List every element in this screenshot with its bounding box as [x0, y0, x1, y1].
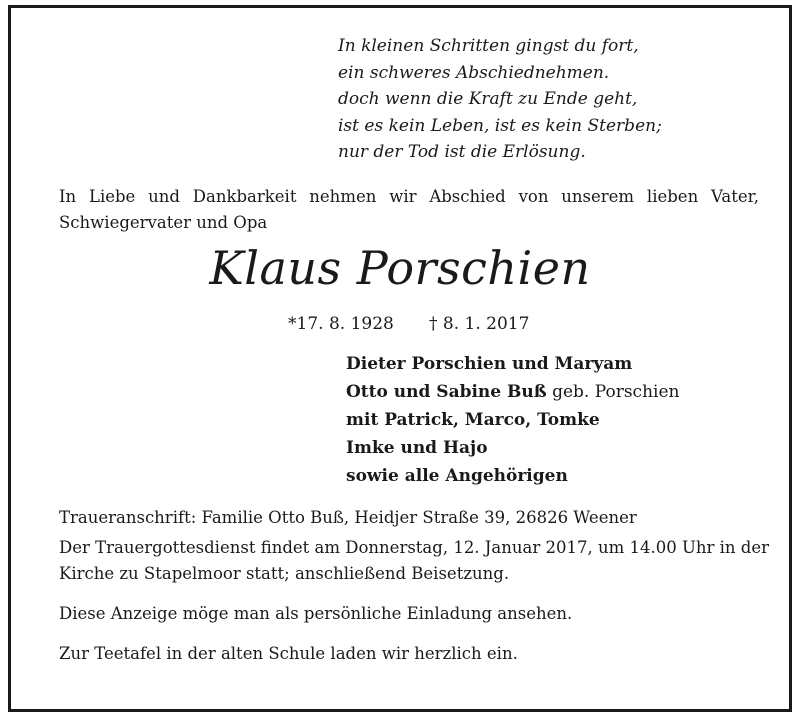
invitation-note: Diese Anzeige möge man als persönliche Einladung ansehen.	[59, 604, 573, 623]
birth-date: *17. 8. 1928	[288, 314, 394, 334]
tea-invitation: Zur Teetafel in der alten Schule laden wir herzlich ein.	[59, 644, 518, 663]
mourner-line: sowie alle Angehörigen	[346, 466, 568, 486]
mourner-line: mit Patrick, Marco, Tomke	[346, 410, 600, 430]
mourner-line: Imke und Hajo	[346, 438, 488, 458]
intro-line: Schwiegervater und Opa	[59, 213, 268, 232]
poem-line: doch wenn die Kraft zu Ende geht,	[338, 89, 638, 109]
poem-line: nur der Tod ist die Erlösung.	[338, 142, 586, 162]
death-date: † 8. 1. 2017	[429, 314, 530, 334]
poem	[338, 33, 758, 166]
mourners-list	[346, 350, 679, 490]
notice-details	[59, 505, 779, 667]
service-line: Der Trauergottesdienst findet am Donnerstag, 12. Januar 2017, um 14.00 Uhr in der	[59, 538, 769, 557]
poem-line: In kleinen Schritten gingst du fort,	[338, 36, 639, 56]
intro-line: In Liebe und Dankbarkeit nehmen wir Abschied von unserem lieben Vater,	[59, 187, 759, 206]
deceased-name: Klaus Porschien	[209, 241, 591, 295]
mourner-maiden-name: geb. Porschien	[546, 382, 680, 402]
mourner-line: Dieter Porschien und Maryam	[346, 354, 633, 374]
intro-text	[59, 184, 759, 236]
poem-line: ein schweres Abschiednehmen.	[338, 62, 610, 83]
mourning-address: Traueranschrift: Familie Otto Buß, Heidjer Straße 39, 26826 Weener	[59, 508, 637, 527]
poem-line: ist es kein Leben, ist es kein Sterben;	[338, 115, 662, 136]
obituary-notice	[8, 5, 792, 712]
mourner-line: Otto und Sabine Buß	[346, 382, 547, 402]
service-line: Kirche zu Stapelmoor statt; anschließend Beisetzung.	[59, 564, 510, 583]
